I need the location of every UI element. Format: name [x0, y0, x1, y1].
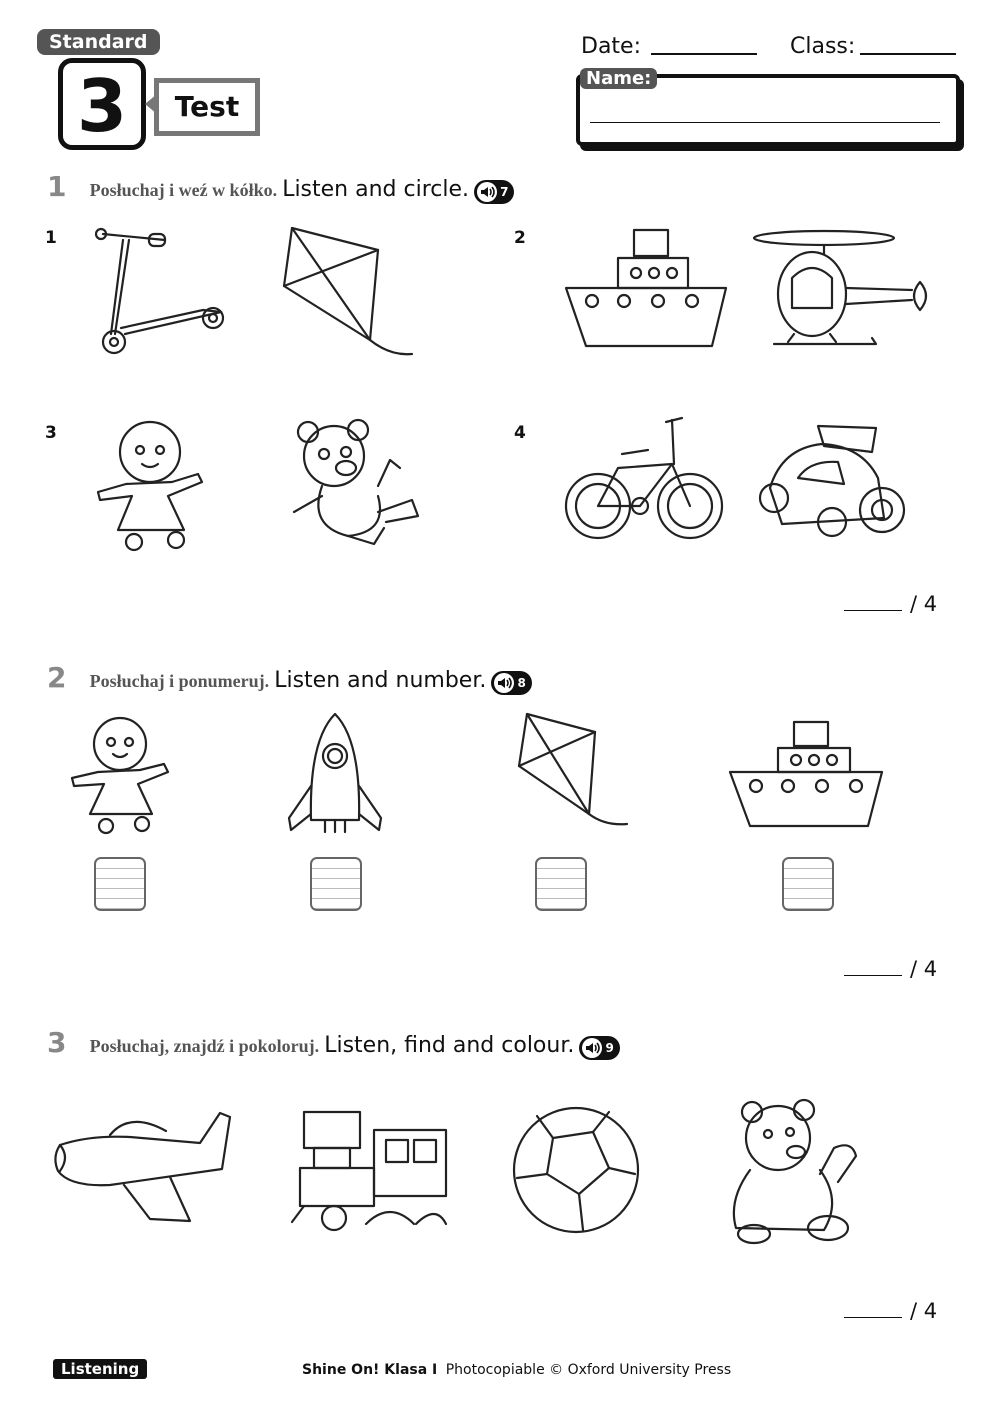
instruction-en: Listen and number. — [274, 668, 487, 693]
track-number: 7 — [500, 184, 509, 199]
unit-number: 3 — [58, 58, 146, 150]
number-answer-box[interactable] — [94, 857, 146, 911]
item-number: 3 — [45, 423, 57, 443]
instruction-en: Listen and circle. — [282, 177, 470, 202]
score-total: / 4 — [910, 1299, 938, 1323]
name-label: Name: — [580, 68, 657, 89]
audio-track-button[interactable] — [474, 180, 514, 204]
speaker-icon — [476, 181, 498, 203]
instruction-en: Listen, find and colour. — [324, 1033, 575, 1058]
book-title: Shine On! Klasa I — [302, 1362, 438, 1378]
kite-icon[interactable] — [280, 222, 420, 362]
doll-icon[interactable] — [92, 416, 212, 556]
teddy-bear-icon[interactable] — [278, 416, 428, 556]
instruction-pl: Posłuchaj i weź w kółko. — [89, 180, 278, 200]
copyright: Photocopiable © Oxford University Press — [445, 1362, 732, 1378]
bike-icon[interactable] — [562, 414, 732, 544]
exercise-number: 2 — [47, 661, 67, 694]
number-answer-box[interactable] — [310, 857, 362, 911]
item-number: 1 — [45, 228, 57, 248]
item-number: 2 — [514, 228, 526, 248]
helicopter-icon[interactable] — [752, 228, 952, 358]
date-field[interactable] — [651, 53, 757, 55]
date-label: Date: — [581, 34, 641, 59]
exercise-number: 1 — [47, 170, 67, 203]
plane-icon[interactable] — [50, 1105, 235, 1225]
name-field[interactable] — [590, 122, 940, 123]
number-answer-box[interactable] — [782, 857, 834, 911]
ship-icon[interactable] — [564, 226, 734, 356]
exercise-3-heading — [47, 1026, 620, 1060]
score-total: / 4 — [910, 957, 938, 981]
instruction-pl: Posłuchaj, znajdź i pokoloruj. — [89, 1036, 320, 1056]
class-label: Class: — [790, 34, 856, 59]
test-label: Test — [154, 78, 260, 136]
doll-icon[interactable] — [68, 712, 178, 840]
speaker-icon — [493, 672, 515, 694]
number-answer-box[interactable] — [535, 857, 587, 911]
ball-icon[interactable] — [513, 1108, 643, 1238]
track-number: 8 — [517, 675, 526, 690]
speaker-icon — [581, 1037, 603, 1059]
rocket-icon[interactable] — [283, 710, 393, 838]
score-field[interactable] — [844, 1299, 937, 1323]
exercise-1-heading — [47, 170, 514, 204]
audio-track-button[interactable] — [491, 671, 531, 695]
section-tag: Listening — [53, 1359, 147, 1379]
level-badge: Standard — [37, 29, 160, 55]
score-field[interactable] — [844, 957, 937, 981]
score-total: / 4 — [910, 592, 938, 616]
instruction-pl: Posłuchaj i ponumeruj. — [89, 671, 270, 691]
ship-icon[interactable] — [728, 718, 888, 834]
exercise-number: 3 — [47, 1026, 67, 1059]
exercise-2-heading — [47, 661, 532, 695]
track-number: 9 — [605, 1040, 614, 1055]
class-field[interactable] — [860, 53, 956, 55]
kite-icon[interactable] — [517, 710, 637, 830]
item-number: 4 — [514, 423, 526, 443]
train-icon[interactable] — [290, 1108, 455, 1233]
score-field[interactable] — [844, 592, 937, 616]
audio-track-button[interactable] — [579, 1036, 619, 1060]
toy-car-icon[interactable] — [752, 418, 912, 548]
footer-credits — [302, 1362, 731, 1378]
teddy-bear-icon[interactable] — [724, 1096, 864, 1246]
scooter-icon[interactable] — [93, 222, 233, 362]
